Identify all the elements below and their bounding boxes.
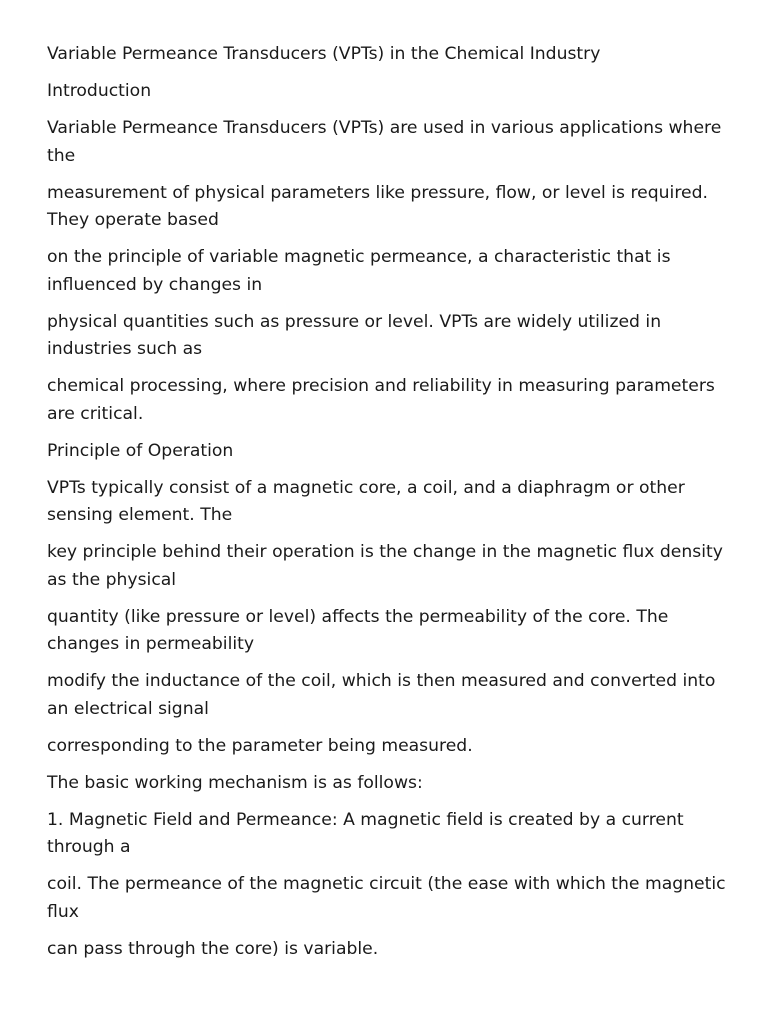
paragraph-line: measurement of physical parameters like pressure, flow, or level is required. They operate based (47, 182, 708, 230)
list-item-line: can pass through the core) is variable. (47, 938, 379, 959)
list-item-line: coil. The permeance of the magnetic circuit (the ease with which the magnetic flux (47, 874, 726, 922)
document-title: Variable Permeance Transducers (VPTs) in the Chemical Industry (47, 44, 601, 64)
paragraph-line: Variable Permeance Transducers (VPTs) are used in various applications where the (47, 118, 722, 166)
paragraph-line: The basic working mechanism is as follows: (47, 772, 423, 793)
list-item-line: 1. Magnetic Field and Permeance: A magnetic field is created by a current through a (47, 809, 684, 857)
paragraph-line: key principle behind their operation is the change in the magnetic flux density as the physical (47, 542, 723, 590)
paragraph-line: VPTs typically consist of a magnetic core, a coil, and a diaphragm or other sensing element. The (47, 477, 685, 525)
paragraph-line: chemical processing, where precision and reliability in measuring parameters are critical. (47, 376, 715, 424)
section-heading-principle: Principle of Operation (47, 440, 234, 461)
paragraph-line: modify the inductance of the coil, which is then measured and converted into an electrical signal (47, 671, 716, 719)
section-heading-introduction: Introduction (47, 81, 152, 101)
document-body (47, 41, 727, 973)
paragraph-line: quantity (like pressure or level) affects the permeability of the core. The changes in permeability (47, 606, 669, 654)
paragraph-line: on the principle of variable magnetic permeance, a characteristic that is influenced by changes in (47, 247, 671, 295)
paragraph-line: corresponding to the parameter being measured. (47, 735, 473, 756)
paragraph-line: physical quantities such as pressure or level. VPTs are widely utilized in industries such as (47, 311, 662, 359)
